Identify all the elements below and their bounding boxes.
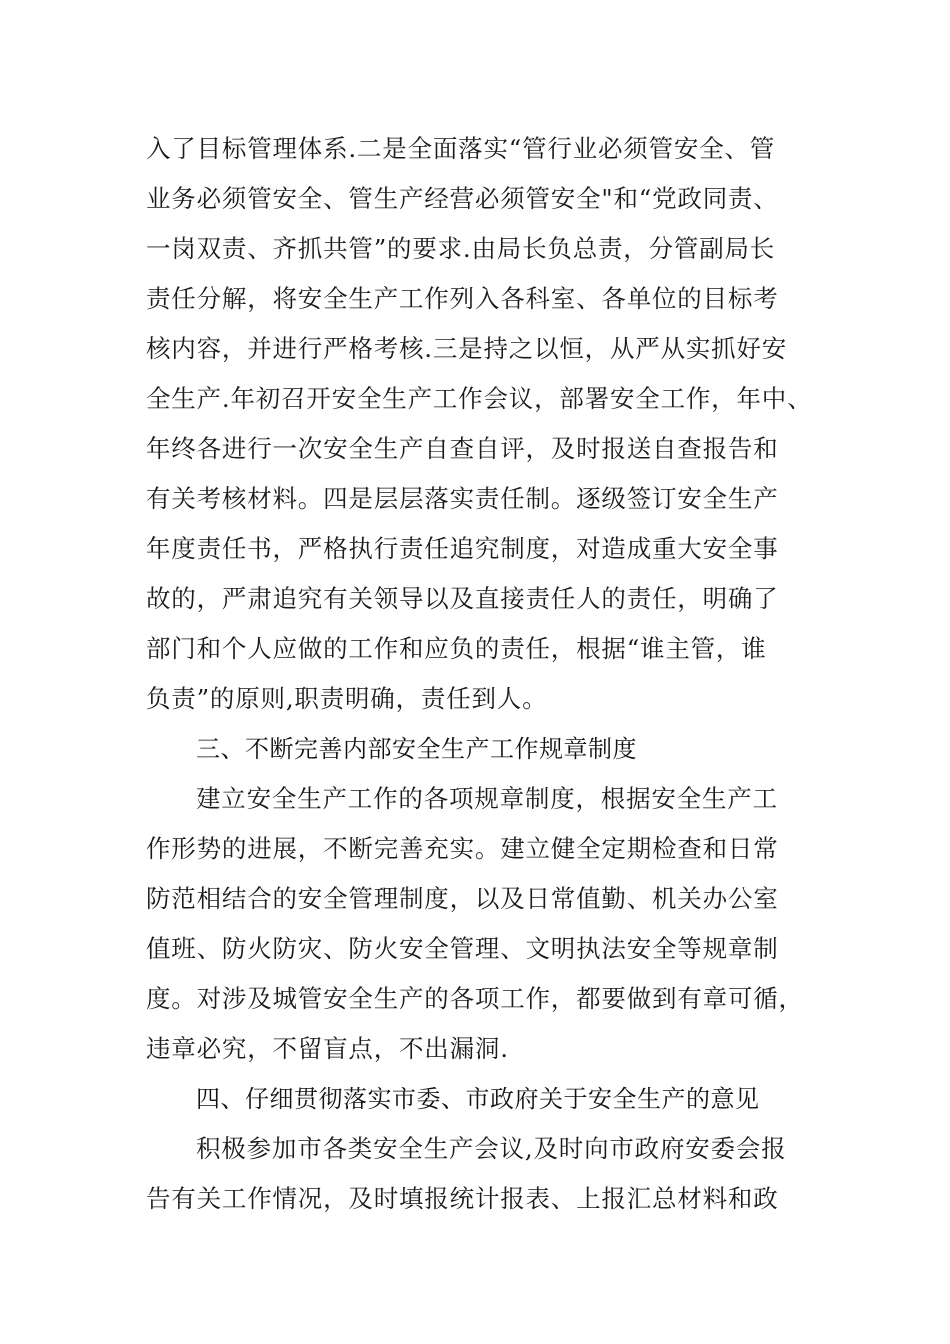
paragraph-line: 告有关工作情况，及时填报统计报表、上报汇总材料和政 [146,1184,779,1213]
paragraph-line: 全生产.年初召开安全生产工作会议，部署安全工作，年中、 [146,384,813,413]
paragraph-line: 值班、防火防灾、防火安全管理、文明执法安全等规章制 [146,934,779,963]
paragraph-line: 有关考核材料。四是层层落实责任制。逐级签订安全生产 [146,484,779,513]
paragraph-line: 防范相结合的安全管理制度，以及日常值勤、机关办公室 [146,884,779,913]
paragraph-line: 建立安全生产工作的各项规章制度，根据安全生产工 [196,784,778,813]
section-heading: 三、不断完善内部安全生产工作规章制度 [196,735,637,763]
paragraph-line: 年度责任书，严格执行责任追究制度，对造成重大安全事 [146,534,779,563]
paragraph-line: 一岗双责、齐抓共管”的要求.由局长负总责，分管副局长 [146,234,776,263]
paragraph-line: 年终各进行一次安全生产自查自评，及时报送自查报告和 [146,434,779,463]
paragraph-line: 负责”的原则,职责明确，责任到人。 [146,684,548,713]
paragraph-line: 入了目标管理体系.二是全面落实“管行业必须管安全、管 [146,134,776,163]
paragraph-line: 违章必究，不留盲点，不出漏洞. [146,1034,509,1063]
paragraph-line: 责任分解，将安全生产工作列入各科室、各单位的目标考 [146,284,779,313]
paragraph-line: 度。对涉及城管安全生产的各项工作，都要做到有章可循， [146,984,804,1013]
paragraph-line: 故的，严肃追究有关领导以及直接责任人的责任，明确了 [146,584,779,613]
paragraph-line: 核内容，并进行严格考核.三是持之以恒，从严从实抓好安 [146,334,788,363]
paragraph-line: 作形势的进展，不断完善充实。建立健全定期检查和日常 [146,834,779,863]
paragraph-line: 部门和个人应做的工作和应负的责任，根据“谁主管，谁 [146,634,767,663]
paragraph-line: 业务必须管安全、管生产经营必须管安全"和“党政同责、 [146,184,779,213]
paragraph-line: 积极参加市各类安全生产会议,及时向市政府安委会报 [196,1134,787,1163]
section-heading: 四、仔细贯彻落实市委、市政府关于安全生产的意见 [196,1085,760,1113]
